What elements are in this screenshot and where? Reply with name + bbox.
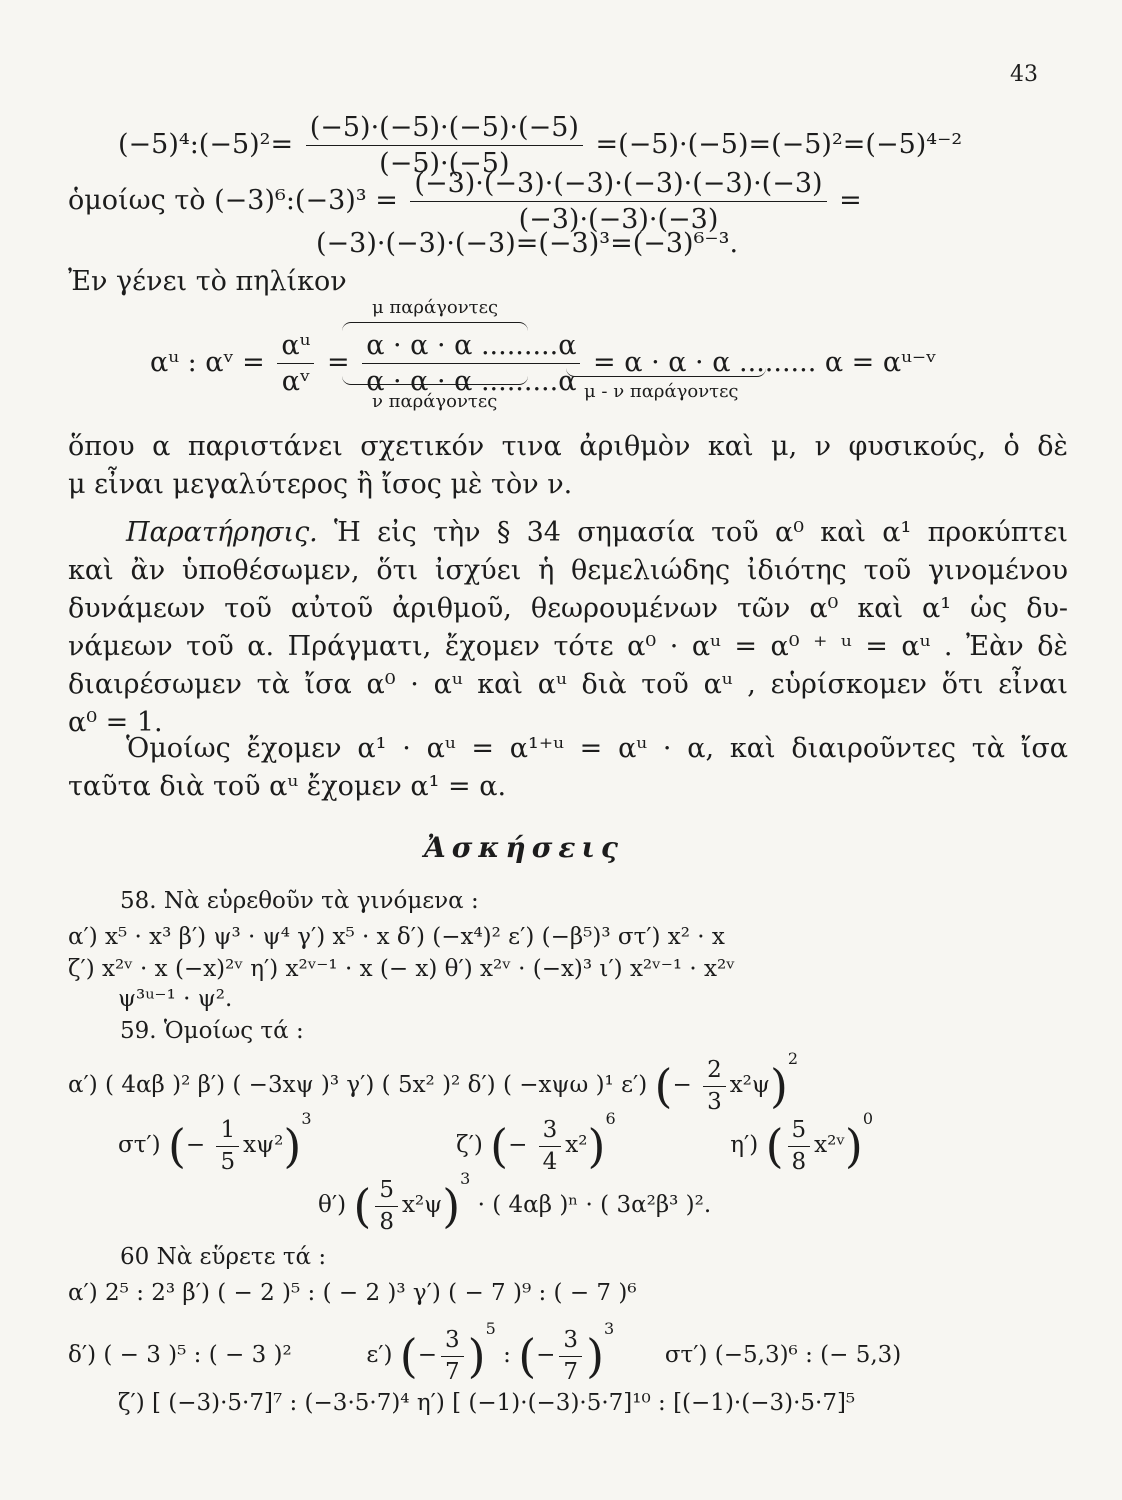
ex60-e-num: 3 — [441, 1327, 464, 1356]
ex59-th-tail: x²ψ — [401, 1192, 443, 1218]
general-fraction-1 — [277, 330, 314, 397]
top-brace-label: μ παράγοντες — [372, 297, 499, 318]
general-frac1-num: αᵘ — [277, 330, 314, 364]
ex59-h-fraction — [788, 1117, 811, 1175]
page-number: 43 — [1010, 62, 1038, 87]
ex60-e-exp-1: 5 — [485, 1319, 496, 1338]
paragraph-line — [68, 514, 1068, 552]
ex59-st-fraction — [216, 1117, 239, 1175]
paragraph-line: νάμεων τοῦ α. Πράγματι, ἔχομεν τότε α⁰ · αᵘ = α⁰ ⁺ ᵘ = αᵘ . Ἐὰν δὲ — [68, 631, 1068, 662]
exercises-heading: Ἀσκήσεις — [424, 831, 624, 864]
ex59-th-label: θ′) — [318, 1192, 347, 1218]
paren-close: ) — [769, 1059, 788, 1113]
ex59-z-fraction — [539, 1117, 562, 1175]
ex59-row-1-text: α′) ( 4αβ )² β′) ( −3xψ )³ γ′) ( 5x² )² δ′) ( −xψω )¹ ε′) — [68, 1072, 648, 1098]
ex60-e-fraction-2 — [559, 1327, 582, 1385]
ex58-row-3: ψ³ᵘ⁻¹ · ψ². — [118, 986, 233, 1012]
paragraph-line: ὅπου α παριστάνει σχετικόν τινα ἀριθμὸν καὶ μ, ν φυσικούς, ὁ δὲ — [68, 431, 1068, 462]
general-eq: = — [326, 347, 350, 379]
ex59-e-sign: − — [672, 1072, 692, 1098]
ex58-title: 58. Νὰ εὑρεθοῦν τὰ γινόμενα : — [120, 888, 479, 914]
eq2-denominator: (−3)·(−3)·(−3) — [518, 204, 719, 236]
ex59-e-num: 2 — [703, 1057, 726, 1086]
ex59-th-num: 5 — [375, 1177, 398, 1206]
paren-open: ( — [490, 1119, 509, 1173]
ex59-row-3 — [318, 1170, 711, 1235]
general-frac1-den: αᵛ — [281, 366, 311, 398]
general-lhs: αᵘ : αᵛ = — [150, 347, 265, 379]
ex59-th-exp: 3 — [460, 1169, 471, 1188]
paren-close: ) — [844, 1119, 863, 1173]
ex59-h-tail: x²ᵛ — [814, 1132, 845, 1158]
ex58-row-2: ζ′) x²ᵛ · x (−x)²ᵛ η′) x²ᵛ⁻¹ · x (− x) θ′) x²ᵛ · (−x)³ ι′) x²ᵛ⁻¹ · x²ᵛ — [68, 956, 735, 982]
ex59-z-num: 3 — [539, 1117, 562, 1146]
paren-close: ) — [467, 1329, 486, 1383]
paren-open: ( — [167, 1119, 186, 1173]
ex60-e-den: 7 — [445, 1358, 460, 1385]
ex59-st-tail: xψ² — [243, 1132, 284, 1158]
eq1-rhs: =(−5)·(−5)=(−5)²=(−5)⁴⁻² — [595, 129, 963, 161]
ex60-e-exp-2: 3 — [604, 1319, 615, 1338]
paren-open: ( — [518, 1329, 537, 1383]
paragraph-line: διαιρέσωμεν τὰ ἴσα α⁰ · αᵘ καὶ αᵘ διὰ τοῦ αᵘ , εὑρίσκομεν ὅτι εἶναι — [68, 669, 1068, 700]
paren-close: ) — [587, 1119, 606, 1173]
ex59-e-den: 3 — [707, 1088, 722, 1115]
paragraph-line: καὶ ἂν ὑποθέσωμεν, ὅτι ἰσχύει ἡ θεμελιώδης ἰδιότης τοῦ γινομένου — [68, 555, 1068, 586]
eq1-lhs: (−5)⁴:(−5)²= — [118, 129, 294, 161]
paren-open: ( — [654, 1059, 673, 1113]
paragraph-line: μ εἶναι μεγαλύτερος ἢ ἴσος μὲ τὸν ν. — [68, 469, 573, 500]
equation-2-line2: (−3)·(−3)·(−3)=(−3)³=(−3)⁶⁻³. — [316, 228, 739, 259]
ex59-st-den: 5 — [220, 1148, 236, 1175]
equation-2 — [68, 168, 862, 235]
paragraph-remark — [68, 514, 1068, 742]
paren-close: ) — [442, 1179, 461, 1233]
paren-close: ) — [586, 1329, 605, 1383]
ex59-title: 59. Ὁμοίως τά : — [120, 1018, 304, 1044]
ex59-z-exp: 6 — [605, 1109, 616, 1128]
ex59-e-exp: 2 — [787, 1049, 799, 1068]
bottom-brace-label-left: ν παράγοντες — [372, 391, 498, 412]
ex59-th-fraction — [375, 1177, 398, 1235]
ex59-h-num: 5 — [788, 1117, 811, 1146]
ex60-e-label: ε′) — [366, 1342, 393, 1368]
eq2-tail: = — [839, 185, 862, 217]
eq1-numerator: (−5)·(−5)·(−5)·(−5) — [306, 112, 583, 146]
ex59-st-label: στ′) — [118, 1132, 161, 1158]
ex59-z-tail: x² — [565, 1132, 588, 1158]
ex58-row-1: α′) x⁵ · x³ β′) ψ³ · ψ⁴ γ′) x⁵ · x δ′) (−x⁴)² ε′) (−β⁵)³ στ′) x² · x — [68, 924, 725, 950]
eq2-lhs: ὁμοίως τὸ (−3)⁶:(−3)³ = — [68, 185, 398, 217]
paragraph-similarly — [68, 730, 1068, 806]
ex60-e-num: 3 — [559, 1327, 582, 1356]
paragraph-line: Ὁμοίως ἔχομεν α¹ · αᵘ = α¹⁺ᵘ = αᵘ · α, καὶ διαιροῦντες τὰ ἴσα — [126, 733, 1068, 764]
ex60-row-3: ζ′) [ (−3)·5·7]⁷ : (−3·5·7)⁴ η′) [ (−1)·(−3)·5·7]¹⁰ : [(−1)·(−3)·5·7]⁵ — [118, 1390, 856, 1416]
paragraph-line: ταῦτα διὰ τοῦ αᵘ ἔχομεν α¹ = α. — [68, 771, 507, 802]
ex59-th-den: 8 — [379, 1208, 394, 1235]
paragraph-where — [68, 428, 1068, 504]
paren-open: ( — [353, 1179, 372, 1233]
paren-open: ( — [765, 1119, 784, 1173]
eq2-fraction — [410, 168, 826, 235]
bottom-brace-left — [342, 376, 528, 385]
paren-open: ( — [399, 1329, 418, 1383]
ex59-st-num: 1 — [216, 1117, 239, 1146]
general-frac2-num: α · α · α .........α — [362, 330, 580, 364]
bottom-brace-right — [566, 368, 766, 377]
paragraph-line: α⁰ = 1. — [68, 707, 163, 738]
ex60-row-2: δ′) ( − 3 )⁵ : ( − 3 )² ε′) (− $\frac{3}{7}$ )$^5$ : (− $\frac{3}{7}$ )$^3$ στ′) (−5,3)⁶ : (− 5,3) — [68, 1319, 902, 1385]
remark-line-1: Ἡ εἰς τὴν § 34 σημασία τοῦ α⁰ καὶ α¹ προκύπτει — [334, 517, 1068, 548]
eq1-denominator: (−5)·(−5) — [379, 148, 510, 180]
ex59-h-exp: 0 — [862, 1109, 874, 1128]
ex59-h-den: 8 — [791, 1148, 807, 1175]
eq2-numerator: (−3)·(−3)·(−3)·(−3)·(−3)·(−3) — [410, 168, 826, 202]
general-frac2-den: α · α · α .........α — [366, 366, 577, 398]
paren-close: ) — [283, 1119, 302, 1173]
ex60-title: 60 Νὰ εὕρετε τά : — [120, 1244, 327, 1270]
ex59-h-label: η′) — [730, 1132, 759, 1158]
ex59-row-2: στ′) (− $\frac{1}{5}$ xψ²)$^3$ ζ′) (− $\frac{3}{4}$ x²)$^6$ η′) ( $\frac{5}{8}$ x²ᵛ)$^0$ — [118, 1109, 874, 1175]
paragraph-line: δυνάμεων τοῦ αὐτοῦ ἀριθμοῦ, θεωρουμένων τῶν α⁰ καὶ α¹ ὡς δυ- — [68, 593, 1068, 624]
bottom-brace-label-right: μ - ν παράγοντες — [584, 381, 739, 402]
ex59-e-fraction — [703, 1057, 726, 1115]
ex60-st-label: στ′) (−5,3)⁶ : (− 5,3) — [664, 1342, 902, 1368]
ex59-z-label: ζ′) — [456, 1132, 483, 1158]
ex59-th-rest: · ( 4αβ )ⁿ · ( 3α²β³ )². — [477, 1192, 712, 1218]
ex59-e-tail: x²ψ — [729, 1072, 770, 1098]
intro-general: Ἐν γένει τὸ πηλίκον — [68, 266, 347, 297]
remark-title: Παρατήρησις. — [126, 517, 318, 548]
ex59-z-den: 4 — [542, 1148, 558, 1175]
general-formula — [150, 330, 936, 397]
ex59-st-exp: 3 — [301, 1109, 312, 1128]
general-fraction-2 — [362, 330, 580, 397]
ex60-row-1: α′) 2⁵ : 2³ β′) ( − 2 )⁵ : ( − 2 )³ γ′) ( − 7 )⁹ : ( − 7 )⁶ — [68, 1280, 637, 1306]
ex60-e-fraction-1 — [441, 1327, 464, 1385]
general-rhs: = α · α · α ......... α = αᵘ⁻ᵛ — [593, 347, 937, 379]
ex60-row-2-text: δ′) ( − 3 )⁵ : ( − 3 )² — [68, 1342, 292, 1368]
ex60-e-den: 7 — [563, 1358, 579, 1385]
ex59-row-1 — [68, 1050, 798, 1115]
